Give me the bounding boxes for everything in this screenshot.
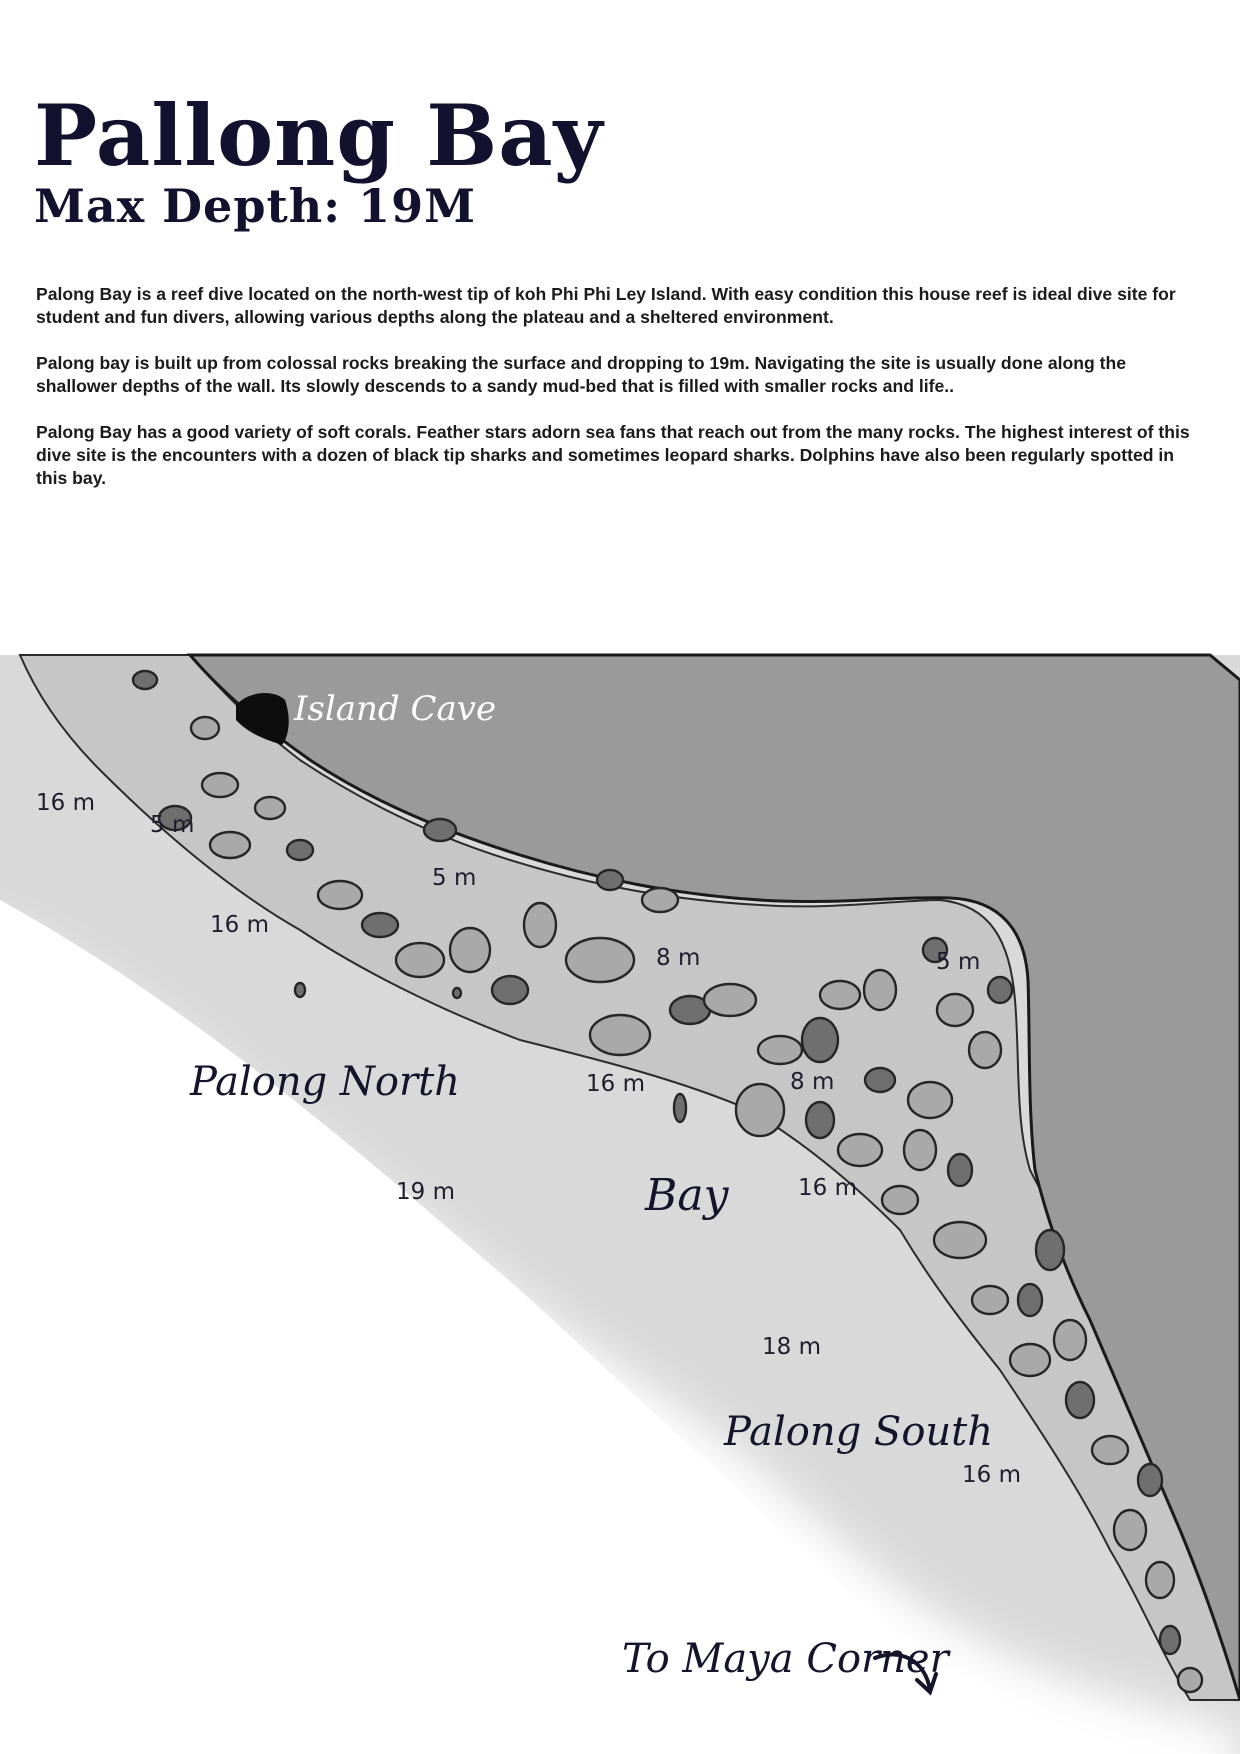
description-paragraph: Palong Bay has a good variety of soft corals. Feather stars adorn sea fans that reach out from the many rocks. The highest interest of this dive site is the encounters with a dozen of black tip sharks and sometimes leopard sharks. Dolphins have also been regularly spotted in this bay.: [36, 422, 1190, 488]
page-title: Pallong Bay: [34, 86, 604, 185]
to-maya-corner-label: To Maya Corner: [622, 1636, 949, 1682]
description-paragraph: Palong Bay is a reef dive located on the north-west tip of koh Phi Phi Ley Island. With easy condition this house reef is ideal dive site for student and fun divers, allowing various depths along the plateau and a sheltered environment.: [36, 284, 1176, 327]
depth-label: 16 m: [210, 912, 269, 938]
dive-site-map: [0, 650, 1240, 1754]
depth-label: 8 m: [790, 1069, 835, 1095]
depth-label: 5 m: [936, 949, 981, 975]
depth-label: 19 m: [396, 1179, 455, 1205]
depth-label: 8 m: [656, 945, 701, 971]
description-paragraph: Palong bay is built up from colossal rocks breaking the surface and dropping to 19m. Navigating the site is usually done along the shallower depths of the wall. Its slowly descends to a sandy mud-bed that is filled with smaller rocks and life..: [36, 353, 1127, 396]
depth-label: 18 m: [762, 1334, 821, 1360]
palong-north-label: Palong North: [190, 1059, 460, 1105]
depth-label: 5 m: [432, 865, 477, 891]
depth-label: 16 m: [962, 1462, 1021, 1488]
bay-label: Bay: [645, 1170, 729, 1221]
depth-label: 16 m: [36, 790, 95, 816]
palong-south-label: Palong South: [724, 1409, 994, 1455]
island-cave-label: Island Cave: [294, 689, 497, 729]
max-depth-heading: Max Depth: 19M: [34, 179, 477, 233]
depth-label: 5 m: [150, 812, 195, 838]
depth-label: 16 m: [798, 1175, 857, 1201]
depth-label: 16 m: [586, 1071, 645, 1097]
